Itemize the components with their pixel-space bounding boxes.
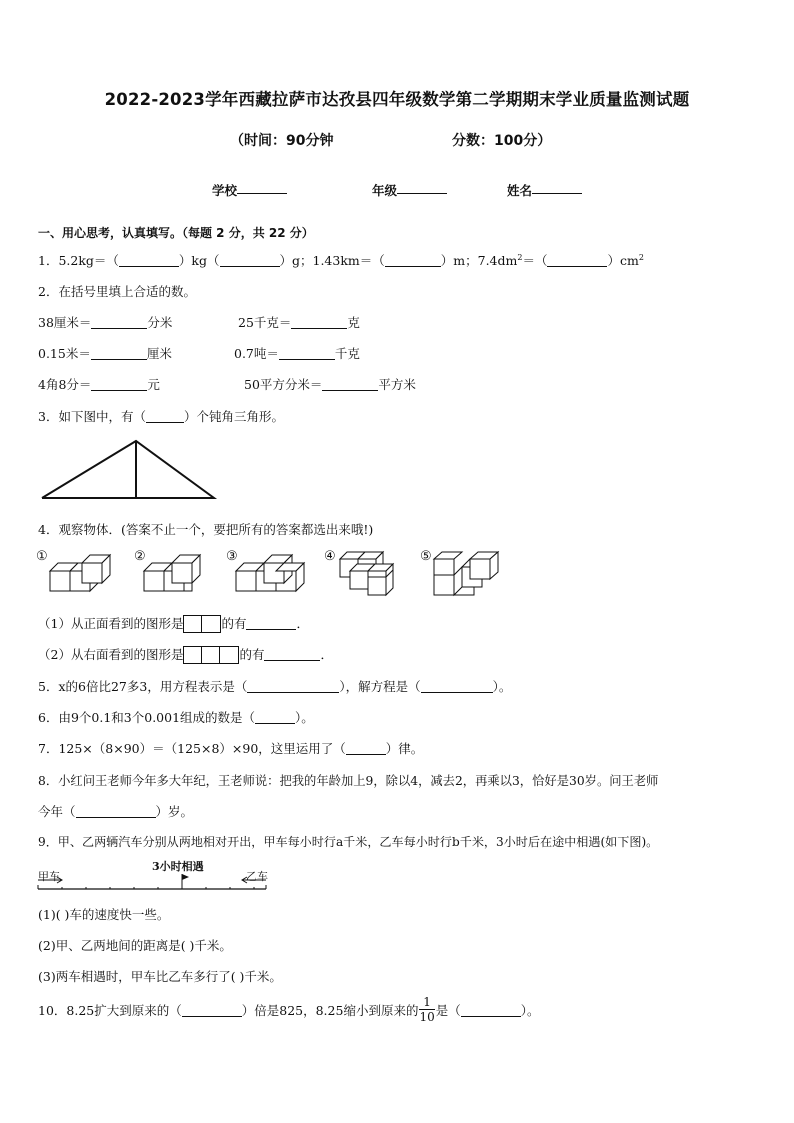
cube-drawings [36, 549, 506, 599]
answer-blank[interactable] [255, 710, 295, 724]
cube-figure-4 [340, 552, 393, 595]
fraction: $\frac{1}{10}$ [419, 995, 435, 1024]
cube-figure-1 [50, 555, 110, 591]
answer-blank[interactable] [346, 741, 386, 755]
answer-blank[interactable] [322, 377, 378, 391]
question-2-row: 25千克＝ 克 [238, 315, 360, 330]
meet-label: 3小时相遇 [152, 860, 204, 873]
answer-blank[interactable] [547, 253, 607, 267]
score-label: 分数：100分） [452, 133, 552, 149]
answer-blank[interactable] [246, 616, 296, 630]
answer-blank[interactable] [220, 253, 280, 267]
question-4: 4．观察物体．(答案不止一个，要把所有的答案都选出来哦!) [38, 522, 374, 537]
answer-blank[interactable] [461, 1003, 521, 1017]
answer-blank[interactable] [91, 346, 147, 360]
figure-number: ④ [324, 549, 336, 564]
question-9-sub-3: (3)两车相遇时，甲车比乙车多行了( )千米。 [38, 969, 282, 984]
question-2-row: 38厘米＝ 分米 [38, 315, 173, 330]
figure-number: ③ [226, 549, 238, 564]
question-6: 6．由9个0.1和3个0.001组成的数是（ ）。 [38, 710, 314, 725]
car-a-label: 甲车 [38, 870, 60, 883]
triangle-figure [38, 436, 218, 502]
question-2-row: 4角8分＝ 元 [38, 377, 160, 392]
page-title: 2022-2023学年西藏拉萨市达孜县四年级数学第二学期期末学业质量监测试题 [104, 90, 690, 109]
answer-blank[interactable] [119, 253, 179, 267]
question-9-sub-2: (2)甲、乙两地间的距离是( )千米。 [38, 938, 232, 953]
question-1: 1．5.2kg＝（ ）kg（ ）g；1.43km＝（ ）m；$7.4dm^2=$（ ）$cm^2$ [38, 252, 644, 268]
question-2-row: 0.15米＝ 厘米 [38, 346, 172, 361]
answer-blank[interactable] [264, 647, 320, 661]
answer-blank[interactable] [76, 804, 156, 818]
figure-number: ① [36, 549, 48, 564]
question-7: 7．125×（8×90）＝（125×8）×90，这里运用了（ ）律。 [38, 741, 424, 756]
cube-figure-3 [236, 555, 304, 591]
question-4-sub-1: （1）从正面看到的图形是 的有 ． [38, 616, 309, 631]
distance-line [36, 856, 276, 896]
answer-blank[interactable] [421, 679, 493, 693]
figure-number: ⑤ [420, 549, 432, 564]
answer-blank[interactable] [279, 346, 335, 360]
question-5: 5．x的6倍比27多3，用方程表示是（ ），解方程是（ ）。 [38, 679, 512, 694]
answer-blank[interactable] [182, 1003, 242, 1017]
grade-field[interactable]: 年级 [372, 181, 397, 199]
question-10: 10．8.25扩大到原来的（ ）倍是825，8.25缩小到原来的 $\frac{1}{10}$ 是（ ）。 [38, 995, 540, 1024]
triangle-outline [42, 441, 214, 498]
question-2-row: 50平方分米＝ 平方米 [244, 377, 416, 392]
car-b-label: 乙车 [246, 870, 268, 883]
question-8-cont: 今年（ ）岁。 [38, 804, 194, 819]
school-field[interactable]: 学校 [212, 181, 237, 199]
name-field[interactable]: 姓名 [507, 181, 532, 199]
question-8: 8．小红问王老师今年多大年纪，王老师说：把我的年龄加上9，除以4，减去2，再乘以3，恰好是30岁。问王老师 [38, 774, 659, 788]
cube-figure-2 [144, 555, 200, 591]
answer-blank[interactable] [91, 377, 147, 391]
figure-number: ② [134, 549, 146, 564]
cube-figures [36, 549, 506, 599]
view-shape-two-squares [183, 615, 221, 633]
meeting-diagram [36, 856, 276, 896]
question-3: 3．如下图中，有（ ）个钝角三角形。 [38, 409, 284, 424]
cube-figure-5 [434, 552, 498, 595]
answer-blank[interactable] [91, 315, 147, 329]
view-shape-three-squares [183, 646, 239, 664]
question-2-row: 0.7吨＝ 千克 [234, 346, 360, 361]
answer-blank[interactable] [385, 253, 441, 267]
answer-blank[interactable] [247, 679, 339, 693]
question-2: 2．在括号里填上合适的数。 [38, 284, 196, 299]
answer-blank[interactable] [146, 409, 184, 423]
question-9-sub-1: (1)( )车的速度快一些。 [38, 907, 170, 922]
answer-blank[interactable] [291, 315, 347, 329]
time-label: （时间：90分钟 [230, 133, 334, 149]
question-9: 9．甲、乙两辆汽车分别从两地相对开出，甲车每小时行a千米，乙车每小时行b千米，3小时后在途中相遇(如下图)。 [38, 835, 659, 849]
section-heading: 一、用心思考，认真填写。（每题 2 分，共 22 分） [38, 226, 314, 240]
question-4-sub-2: （2）从右面看到的图形是 的有 ． [38, 647, 333, 662]
